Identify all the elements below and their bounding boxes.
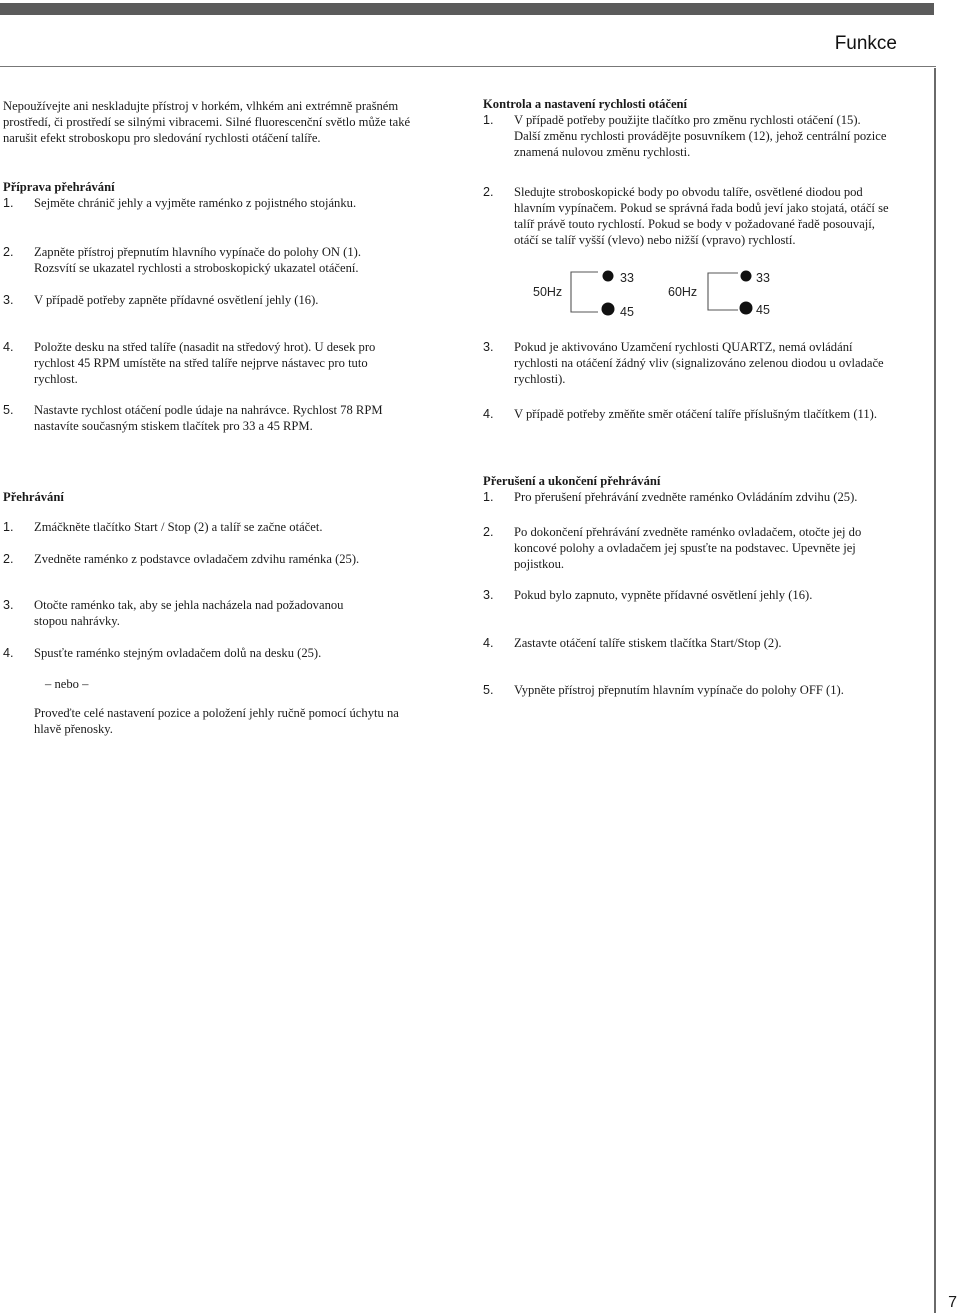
- prehravani-item-3: [3, 597, 451, 629]
- kontrola-heading: Kontrola a nastavení rychlosti otáčení: [483, 97, 688, 111]
- kontrola-section: [483, 96, 931, 160]
- list-item: 3. Pokud je aktivováno Uzamčení rychlosti QUARTZ, nemá ovládání rychlosti na otáčení žádný vliv (signalizováno zelenou diodou u ovladače rychlosti).: [483, 340, 884, 386]
- bracket-line: [571, 294, 598, 312]
- priprava-heading: Příprava přehrávání: [3, 180, 115, 194]
- strobe-dot-45-60hz: [740, 302, 753, 315]
- top-bar: [0, 3, 934, 15]
- page-title: Funkce: [834, 33, 897, 54]
- rpm-label-33: 33: [756, 271, 770, 285]
- list-item: 4. V případě potřeby změňte směr otáčení talíře příslušným tlačítkem (11).: [483, 407, 878, 421]
- kontrola-item-4: [483, 406, 931, 422]
- kontrola-item-3: [483, 339, 931, 387]
- list-item: 5. Nastavte rychlost otáčení podle údaje na nahrávce. Rychlost 78 RPM nastavíte současným stiskem tlačítek pro 33 a 45 RPM.: [3, 403, 383, 433]
- list-item: 4. Spusťte raménko stejným ovladačem dolů na desku (25).: [3, 646, 322, 660]
- list-item: 1. V případě potřeby použijte tlačítko pro změnu rychlosti otáčení (15). Další změnu rychlosti provádějte posuvníkem (12), jehož centrální pozice znamená nulovou změnu rychlosti.: [483, 113, 887, 159]
- or-separator: – nebo –: [45, 677, 89, 691]
- list-item: 2. Zapněte přístroj přepnutím hlavního vypínače do polohy ON (1). Rozsvítí se ukazatel rychlosti a stroboskopický ukazatel otáčení.: [3, 245, 362, 275]
- left-column-top: [3, 98, 451, 146]
- right-margin-line: [934, 68, 936, 1313]
- strobe-dot-45-50hz: [602, 303, 615, 316]
- freq-label-60hz: 60Hz: [668, 285, 698, 299]
- priprava-item-4: [3, 339, 451, 387]
- preruseni-item-5: [483, 682, 931, 698]
- header-divider: [0, 66, 936, 67]
- priprava-item-5: [3, 402, 451, 434]
- prehravani-heading: Přehrávání: [3, 490, 64, 504]
- bracket-line: [708, 273, 738, 294]
- list-item: 3. V případě potřeby zapněte přídavné osvětlení jehly (16).: [3, 293, 319, 307]
- prehravani-alternative: Proveďte celé nastavení pozice a položení jehly ručně pomocí úchytu na hlavě přenosky.: [34, 706, 399, 736]
- page-number: 7: [948, 1294, 957, 1311]
- freq-label-50hz: 50Hz: [533, 285, 563, 299]
- warning-text: Nepoužívejte ani neskladujte přístroj v horkém, vlhkém ani extrémně prašném prostředí, či prostředí se silnými vibracemi. Silné fluorescenční světlo může také narušit efekt stroboskopu pro sledování rychlosti otáčení talíře.: [3, 99, 411, 145]
- rpm-label-45: 45: [756, 303, 770, 317]
- prehravani-item-2: [3, 551, 451, 567]
- preruseni-section: [483, 473, 931, 505]
- list-item: 1. Pro přerušení přehrávání zvedněte raménko Ovládáním zdvihu (25).: [483, 490, 858, 504]
- list-item: 2. Zvedněte raménko z podstavce ovladačem zdvihu raménka (25).: [3, 552, 360, 566]
- list-item: 2. Po dokončení přehrávání zvedněte raménko ovladačem, otočte jej do koncové polohy a ovladačem jej spusťte na podstavec. Upevněte jej pojistkou.: [483, 525, 862, 571]
- preruseni-heading: Přerušení a ukončení přehrávání: [483, 474, 661, 488]
- list-item: 4. Zastavte otáčení talíře stiskem tlačítka Start/Stop (2).: [483, 636, 782, 650]
- list-item: 2. Sledujte stroboskopické body po obvodu talíře, osvětlené diodou pod hlavním vypínačem. Pokud se správná řada bodů jeví jako stojatá, otáčí se talíř právě touto rychlostí. Pokud se body v požadované řadě posouvají, otáčí se talíř vyšší (vlevo) nebo nižší (vpravo) rychlostí.: [483, 185, 889, 247]
- preruseni-item-2: [483, 524, 931, 572]
- strobe-indicator-diagram: [480, 266, 800, 326]
- kontrola-item-2: [483, 184, 931, 248]
- list-item: 1. Sejměte chránič jehly a vyjměte raménko z pojistného stojánku.: [3, 196, 357, 210]
- priprava-section: [3, 179, 451, 211]
- bracket-line: [708, 294, 738, 310]
- strobe-dot-33-60hz: [741, 271, 752, 282]
- strobe-dot-33-50hz: [603, 271, 614, 282]
- rpm-label-45: 45: [620, 305, 634, 319]
- rpm-label-33: 33: [620, 271, 634, 285]
- list-item: 3. Pokud bylo zapnuto, vypněte přídavné osvětlení jehly (16).: [483, 588, 813, 602]
- bracket-line: [571, 272, 598, 294]
- list-item: 5. Vypněte přístroj přepnutím hlavním vypínače do polohy OFF (1).: [483, 683, 844, 697]
- preruseni-item-3: [483, 587, 931, 603]
- list-item: 3. Otočte raménko tak, aby se jehla nacházela nad požadovanou stopou nahrávky.: [3, 598, 344, 628]
- priprava-item-2: [3, 244, 451, 276]
- prehravani-item-4: [3, 645, 451, 661]
- list-item: 4. Položte desku na střed talíře (nasadit na středový hrot). U desek pro rychlost 45 RPM umístěte na střed talíře nejprve nástavec pro tuto rychlost.: [3, 340, 376, 386]
- list-item: 1. Zmáčkněte tlačítko Start / Stop (2) a talíř se začne otáčet.: [3, 520, 323, 534]
- preruseni-item-4: [483, 635, 931, 651]
- prehravani-section: [3, 489, 451, 505]
- priprava-item-3: [3, 292, 451, 308]
- prehravani-item-1: [3, 519, 451, 535]
